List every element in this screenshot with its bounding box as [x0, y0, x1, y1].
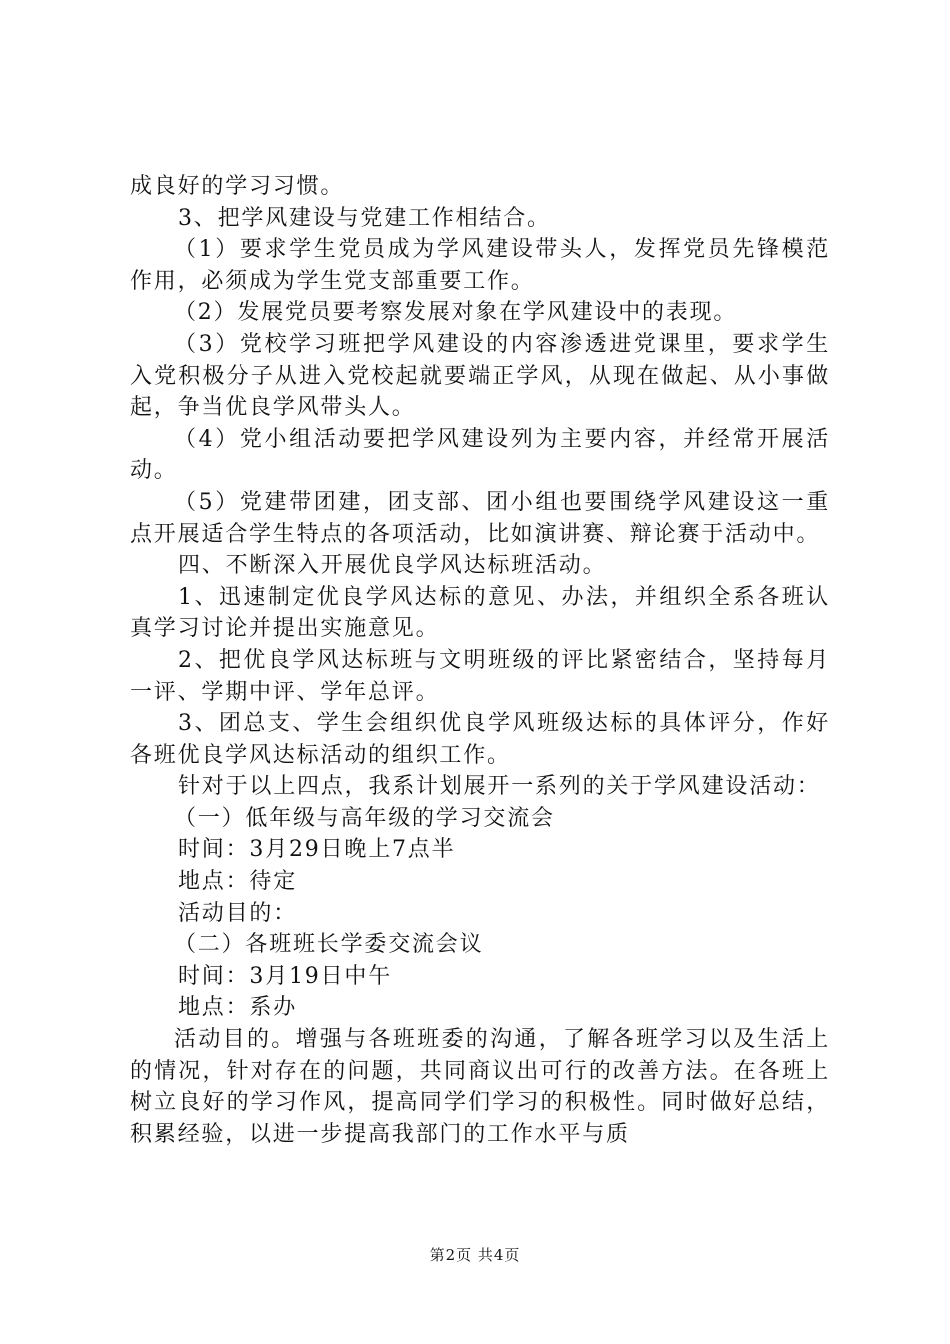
activity-1-time: 时间：3月29日晚上7点半 [178, 837, 456, 863]
activity-2-time: 时间：3月19日中午 [178, 963, 392, 989]
paragraph-item-3: 3、把学风建设与党建工作相结合。 [178, 205, 551, 231]
paragraph-item-3b: 3、团总支、学生会组织优良学风班级达标的具体评分，作好各班优良学风达标活动的组织工作。 [130, 711, 830, 768]
activity-2-purpose: 活动目的。增强与各班班委的沟通，了解各班学习以及生活上的情况，针对存在的问题，共同商议出可行的改善方法。在各班上树立良好的学习作风，提高同学们学习的积极性。同时做好总结，积累经验，以进一步提高我部门的工作水平与质 [130, 1027, 830, 1147]
paragraph-item-1: 1、迅速制定优良学风达标的意见、办法，并组织全系各班认真学习讨论并提出实施意见。 [130, 584, 830, 642]
activity-1-location: 地点：待定 [178, 869, 298, 895]
page-number-footer: 第2页 共4页 [429, 1246, 521, 1264]
paragraph-sub-1: （1）要求学生党员成为学风建设带头人，发挥党员先锋模范作用，必须成为学生党支部重要工作。 [130, 237, 830, 294]
section-heading-4: 四、不断深入开展优良学风达标班活动。 [178, 553, 607, 579]
paragraph-continuation: 成良好的学习习惯。 [130, 174, 345, 199]
paragraph-sub-4: （4）党小组活动要把学风建设列为主要内容，并经常开展活动。 [130, 426, 830, 484]
paragraph-sub-2: （2）发展党员要考察发展对象在学风建设中的表现。 [174, 300, 738, 326]
activity-2-title: （二）各班班长学委交流会议 [174, 932, 484, 958]
paragraph-sub-3: （3）党校学习班把学风建设的内容渗透进党课里，要求学生入党积极分子从进入党校起就要端正学风，从现在做起、从小事做起，争当优良学风带头人。 [130, 331, 830, 421]
activity-2-location: 地点：系办 [178, 995, 298, 1021]
activity-1-title: （一）低年级与高年级的学习交流会 [174, 805, 555, 831]
paragraph-sub-5: （5）党建带团建，团支部、团小组也要围绕学风建设这一重点开展适合学生特点的各项活动，比如演讲赛、辩论赛于活动中。 [130, 489, 830, 547]
paragraph-item-2: 2、把优良学风达标班与文明班级的评比紧密结合，坚持每月一评、学期中评、学年总评。 [130, 647, 830, 705]
paragraph-summary: 针对于以上四点，我系计划展开一系列的关于学风建设活动： [178, 774, 821, 800]
document-body [130, 171, 830, 1150]
activity-1-purpose: 活动目的： [178, 900, 298, 926]
